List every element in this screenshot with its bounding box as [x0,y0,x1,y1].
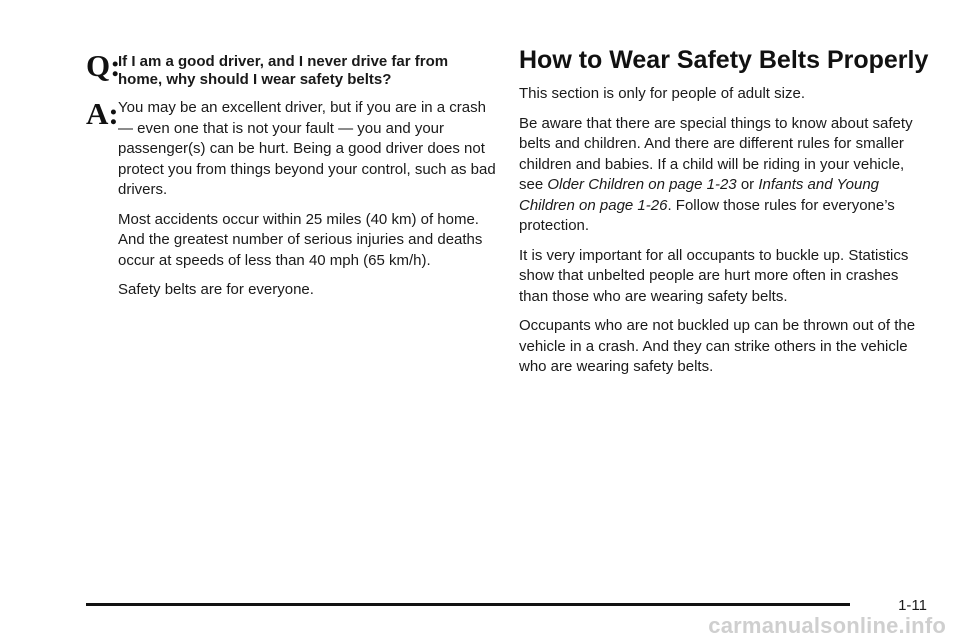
body-text-span: Be aware that there are special things to know about safety belts and children. And there are different rules for smaller children and babies. If a child will be riding in your vehicle, see [519,114,913,193]
question-block [86,48,496,89]
cross-reference-infants: Infants and Young Children on page 1-26 [519,176,880,214]
question-text: If I am a good driver, and I never drive far from home, why should I wear safety belts? [118,53,449,88]
section-body [519,84,929,387]
footer-rule [86,603,850,606]
body-paragraph: This section is only for people of adult size. [519,85,805,102]
page-number: 1-11 [898,597,927,614]
answer-paragraph: Most accidents occur within 25 miles (40 km) of home. And the greatest number of serious injuries and deaths occur at speeds of less than 40 mph (65 km/h). [118,210,483,269]
body-text-span: . Follow those rules for everyone’s protection. [519,196,895,234]
body-paragraph: It is very important for all occupants to buckle up. Statistics show that unbelted people are hurt more often in crashes than those who are wearing safety belts. [519,246,909,305]
cross-reference-older-children: Older Children on page 1-23 [547,176,737,193]
body-paragraph [519,114,929,237]
answer-paragraph: Safety belts are for everyone. [118,281,314,298]
watermark: carmanualsonline.info [708,613,946,638]
answer-text [118,98,496,301]
answer-block [86,98,496,310]
section-heading: How to Wear Safety Belts Properly [519,46,929,74]
question-marker: Q: [86,48,121,83]
answer-marker: A: [86,96,119,131]
body-text-span: or [736,176,759,193]
answer-paragraph: You may be an excellent driver, but if you are in a crash — even one that is not your fault — you and your passenger(s) can be hurt. Being a good driver does not protect you from things beyond your control, such as bad drivers. [118,99,496,198]
body-paragraph: Occupants who are not buckled up can be thrown out of the vehicle in a crash. And they can strike others in the vehicle who are wearing safety belts. [519,317,916,375]
